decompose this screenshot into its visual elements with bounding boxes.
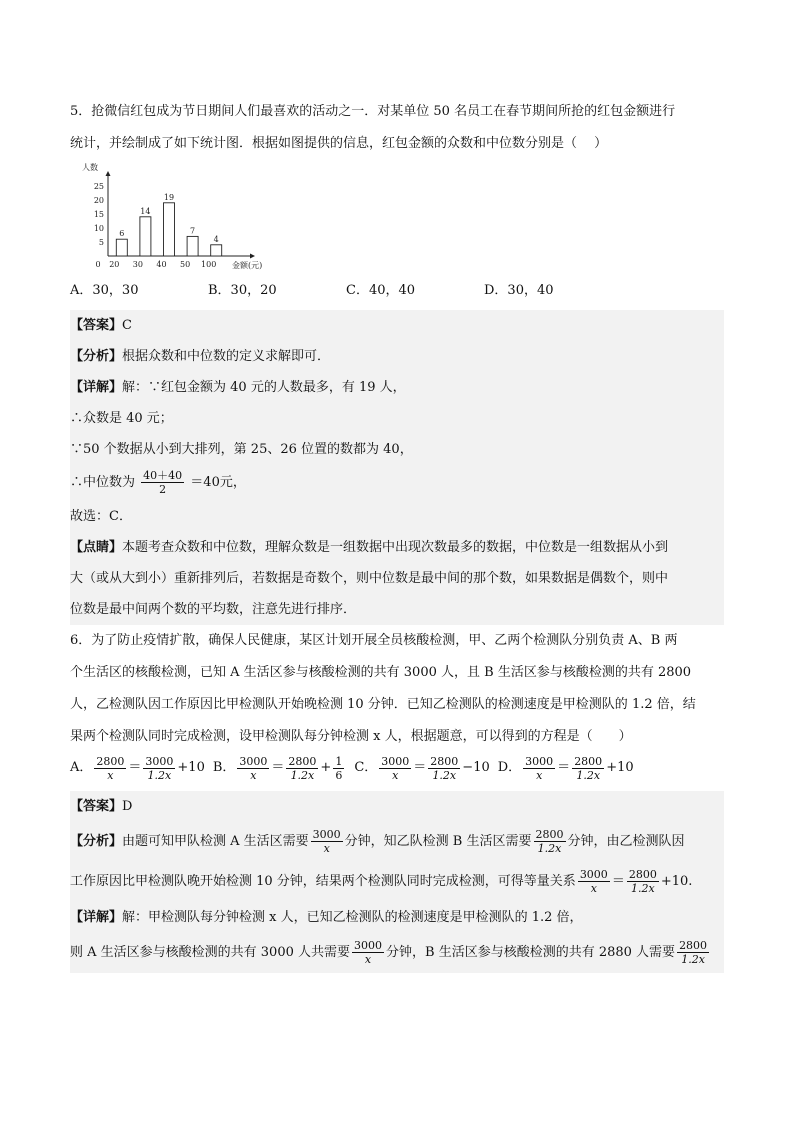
- q6-detail-line1: [70, 902, 724, 933]
- q6-detail-line2: [70, 933, 724, 973]
- option-label: B．: [212, 760, 236, 775]
- den: 1.2x: [576, 768, 601, 782]
- num: 2800: [628, 868, 657, 881]
- frac: [523, 755, 555, 782]
- plus: +: [320, 760, 332, 775]
- frac: [627, 868, 659, 895]
- q5-detail-line2: ∴众数是 40 元；: [70, 411, 173, 426]
- bar: [116, 239, 127, 256]
- question-5: [70, 96, 724, 625]
- q6-options: [70, 753, 724, 783]
- num: 3000: [145, 754, 174, 768]
- num: 1: [335, 754, 343, 768]
- comment-text: 本题考查众数和中位数，理解众数是一组数据中出现次数最多的数据，中位数是一组数据从小到: [122, 540, 669, 555]
- y-axis-label: 人数: [82, 163, 98, 172]
- frac: [311, 828, 343, 855]
- frac: [352, 939, 384, 966]
- q6-stem-line1: 6．为了防止疫情扩散，确保人民健康，某区计划开展全员核酸检测，甲、乙两个检测队分别负责 A、B 两: [70, 633, 678, 648]
- frac: [534, 828, 566, 855]
- q6-stem-line3: 人，乙检测队因工作原因比甲检测队开始晚检测 10 分钟．已知乙检测队的检测速度是甲检测队的 1.2 倍，结: [70, 697, 696, 712]
- tail: +10: [177, 760, 205, 775]
- x-tick-label: 100: [201, 260, 217, 269]
- fraction-denominator: 2: [159, 483, 167, 496]
- equals: ＝: [611, 874, 625, 889]
- q6-option-b[interactable]: [213, 753, 346, 783]
- den: 6: [335, 768, 343, 782]
- q5-comment-line2: 大（或从大到小）重新排列后，若数据是奇数个，则中位数是最中间的那个数，如果数据是偶数个，则中: [70, 571, 669, 586]
- y-axis-arrow: [106, 171, 111, 176]
- q5-stem-line2: 统计，并绘制成了如下统计图．根据如图提供的信息，红包金额的众数和中位数分别是（ ）: [70, 136, 608, 151]
- fraction-numerator: 40＋40: [143, 469, 183, 482]
- analysis-text: 由题可知甲队检测 A 生活区需要: [122, 834, 309, 849]
- q6-solution: [70, 791, 724, 973]
- y-tick-label: 20: [93, 196, 104, 205]
- x-tick-label: 40: [156, 260, 167, 269]
- q5-option-b[interactable]: B．30，20: [208, 283, 277, 298]
- analysis-label: 【分析】: [70, 349, 123, 364]
- bar: [164, 203, 175, 256]
- num: 3000: [579, 868, 608, 881]
- analysis-text: 分钟，由乙检测队因: [567, 834, 685, 849]
- frac: [237, 755, 269, 782]
- tail: +10.: [660, 874, 693, 889]
- den: x: [250, 768, 257, 782]
- analysis-label: 【分析】: [70, 834, 123, 849]
- analysis-text: 分钟，知乙队检测 B 生活区需要: [344, 834, 532, 849]
- detail-text: 则 A 生活区参与核酸检测的共有 3000 人共需要: [70, 945, 351, 960]
- option-label: A．: [70, 760, 93, 775]
- y-tick-label: 25: [93, 182, 104, 191]
- frac: [94, 755, 126, 782]
- q6-analysis-line1: [70, 822, 724, 862]
- bar-chart: [70, 162, 280, 274]
- num: 3000: [354, 939, 383, 952]
- answer-value: C: [122, 318, 132, 333]
- q5-stem-line1: 5．抢微信红包成为节日期间人们最喜欢的活动之一．对某单位 50 名员工在春节期间所抢的红包金额进行: [70, 104, 676, 119]
- x-tick-label: 30: [132, 260, 143, 269]
- bar-value-label: 4: [213, 234, 219, 244]
- den: 1.2x: [147, 768, 172, 782]
- frac: [379, 755, 411, 782]
- analysis-text: 根据众数和中位数的定义求解即可．: [122, 349, 331, 364]
- den: 1.2x: [290, 768, 315, 782]
- median-result: ＝40元，: [190, 475, 246, 490]
- frac: [333, 755, 344, 782]
- q5-option-c[interactable]: C．40，40: [346, 283, 416, 298]
- q5-answer-line: [70, 310, 724, 341]
- den: x: [364, 953, 372, 966]
- num: 2800: [96, 754, 125, 768]
- frac: [677, 939, 709, 966]
- num: 2800: [430, 754, 459, 768]
- detail-label: 【详解】: [70, 380, 123, 395]
- y-tick-label: 15: [93, 210, 104, 219]
- q5-option-a[interactable]: A．30，30: [70, 283, 139, 298]
- q6-stem-line2: 个生活区的核酸检测，已知 A 生活区参与核酸检测的共有 3000 人，且 B 生活区参与核酸检测的共有 2800: [70, 665, 692, 680]
- den: x: [107, 768, 114, 782]
- answer-label: 【答案】: [70, 799, 123, 814]
- den: 1.2x: [630, 882, 655, 895]
- frac: [286, 755, 318, 782]
- num: 3000: [239, 754, 268, 768]
- median-prefix: ∴中位数为: [70, 475, 136, 490]
- median-fraction: [141, 469, 184, 496]
- q5-solution: [70, 310, 724, 625]
- den: 1.2x: [681, 953, 705, 966]
- answer-value: D: [122, 799, 133, 814]
- bar-value-label: 6: [119, 229, 125, 239]
- frac: [143, 755, 175, 782]
- tail: −10: [462, 760, 490, 775]
- num: 3000: [381, 754, 410, 768]
- num: 3000: [312, 828, 341, 841]
- equals: ＝: [413, 760, 427, 775]
- num: 3000: [525, 754, 554, 768]
- x-tick-label: 20: [109, 260, 120, 269]
- den: x: [392, 768, 399, 782]
- bar: [187, 236, 198, 256]
- bar: [211, 245, 222, 256]
- q5-options: [70, 278, 724, 304]
- y-tick-label: 10: [93, 224, 104, 233]
- den: x: [590, 882, 597, 895]
- frac: [428, 755, 460, 782]
- equals: ＝: [271, 760, 285, 775]
- detail-label: 【详解】: [70, 910, 123, 925]
- q5-detail-line5: 故选：C．: [70, 509, 132, 524]
- num: 2800: [574, 754, 603, 768]
- q6-answer-line: [70, 791, 724, 822]
- bar-value-label: 14: [140, 206, 151, 216]
- num: 2800: [535, 828, 564, 841]
- tail: +10: [606, 760, 634, 775]
- detail-text: 解：甲检测队每分钟检测 x 人，已知乙检测队的检测速度是甲检测队的 1.2 倍，: [122, 910, 583, 925]
- option-label: D．: [497, 760, 522, 775]
- bar-chart-svg: [70, 162, 280, 274]
- frac: [572, 755, 604, 782]
- q6-stem-line4: 果两个检测队同时完成检测，设甲检测队每分钟检测 x 人，根据题意，可以得到的方程是（ ）: [70, 729, 632, 744]
- q6-option-a[interactable]: [70, 753, 205, 783]
- den: 1.2x: [432, 768, 457, 782]
- q5-detail-line3: ∵50 个数据从小到大排列，第 25、26 位置的数都为 40，: [70, 442, 413, 457]
- q6-option-d[interactable]: [498, 753, 634, 783]
- bar-value-label: 7: [190, 226, 196, 236]
- den: x: [536, 768, 543, 782]
- answer-label: 【答案】: [70, 318, 123, 333]
- analysis-text: 工作原因比甲检测队晚开始检测 10 分钟，结果两个检测队同时完成检测，可得等量关系: [70, 874, 576, 889]
- num: 2800: [288, 754, 317, 768]
- q5-analysis-line: [70, 341, 724, 372]
- detail-text: 解：∵红包金额为 40 元的人数最多，有 19 人，: [122, 380, 406, 395]
- q5-detail-line1: [70, 372, 724, 403]
- exam-page: [70, 96, 724, 973]
- den: 1.2x: [537, 842, 562, 855]
- frac: [578, 868, 610, 895]
- q5-detail-line4: [70, 465, 724, 501]
- comment-label: 【点睛】: [70, 540, 123, 555]
- den: x: [323, 842, 330, 855]
- bar-value-label: 19: [163, 192, 175, 202]
- q5-comment-line3: 位数是最中间两个数的平均数，注意先进行排序．: [70, 602, 357, 617]
- equals: ＝: [557, 760, 571, 775]
- y-tick-label: 5: [98, 238, 104, 247]
- num: 2800: [679, 939, 708, 952]
- question-6: [70, 625, 724, 973]
- bar: [140, 217, 151, 256]
- equals: ＝: [128, 760, 142, 775]
- q6-option-c[interactable]: [354, 753, 489, 783]
- detail-text: 分钟，B 生活区参与核酸检测的共有 2880 人需要: [386, 945, 676, 960]
- x-tick-label: 50: [180, 260, 191, 269]
- y-tick-label: 0: [95, 260, 101, 269]
- q5-option-d[interactable]: D．30，40: [484, 283, 554, 298]
- q6-analysis-line2: [70, 862, 724, 902]
- x-axis-label: 金额(元): [232, 261, 263, 270]
- q5-comment-line1: [70, 532, 724, 563]
- option-label: C．: [354, 760, 378, 775]
- x-axis-arrow: [250, 254, 255, 259]
